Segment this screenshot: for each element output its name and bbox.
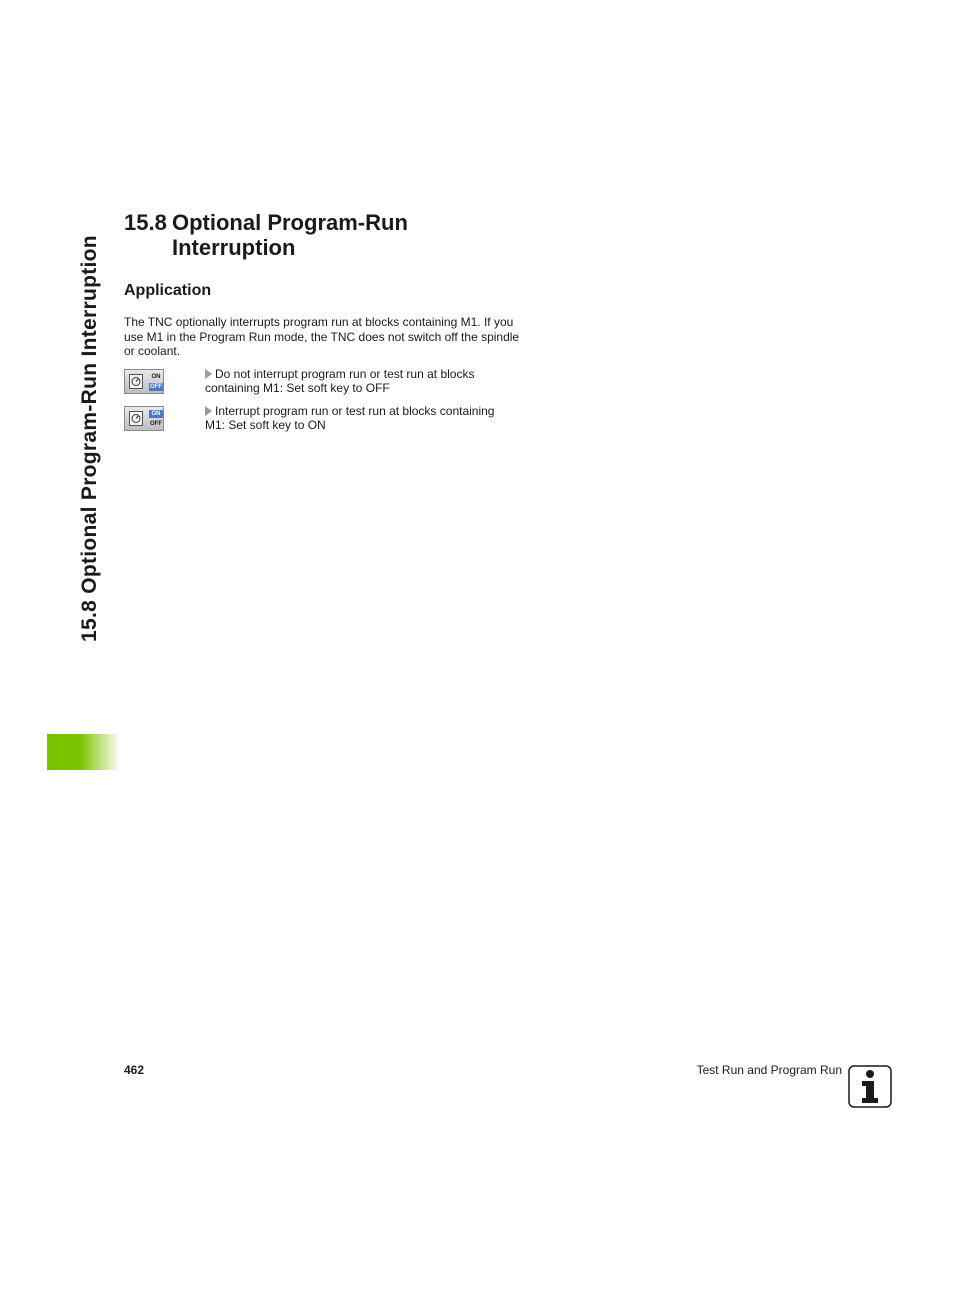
list-item <box>205 367 525 396</box>
footer-chapter-title: Test Run and Program Run <box>696 1063 842 1077</box>
chapter-tab-marker <box>47 734 120 770</box>
dial-icon <box>129 374 143 389</box>
triangle-bullet-icon <box>205 369 212 379</box>
triangle-bullet-icon <box>205 406 212 416</box>
softkey-m1-off[interactable] <box>124 369 164 394</box>
list-item-text: Do not interrupt program run or test run at blocks containing M1: Set soft key to OFF <box>205 367 475 396</box>
softkey-off-label: OFF <box>150 384 162 390</box>
softkey-on-label: ON <box>149 410 163 418</box>
softkey-off-label: OFF <box>150 421 162 427</box>
section-title-line1: Optional Program-Run <box>172 210 408 235</box>
softkey-on-label: ON <box>151 374 161 380</box>
info-icon <box>848 1065 892 1108</box>
list-item <box>205 404 525 433</box>
page-number: 462 <box>124 1063 145 1077</box>
list-item-text: Interrupt program run or test run at blocks containing M1: Set soft key to ON <box>205 404 495 433</box>
section-title-line2: Interruption <box>172 235 296 260</box>
section-heading <box>124 210 408 260</box>
softkey-m1-on[interactable] <box>124 406 164 431</box>
side-chapter-title: 15.8 Optional Program-Run Interruption <box>78 235 101 642</box>
dial-icon <box>129 411 143 426</box>
section-number: 15.8 <box>124 210 167 235</box>
body-paragraph: The TNC optionally interrupts program run at blocks containing M1. If you use M1 in the Program Run mode, the TNC does not switch off the spindle or coolant. <box>124 315 520 359</box>
subsection-heading: Application <box>124 282 212 299</box>
